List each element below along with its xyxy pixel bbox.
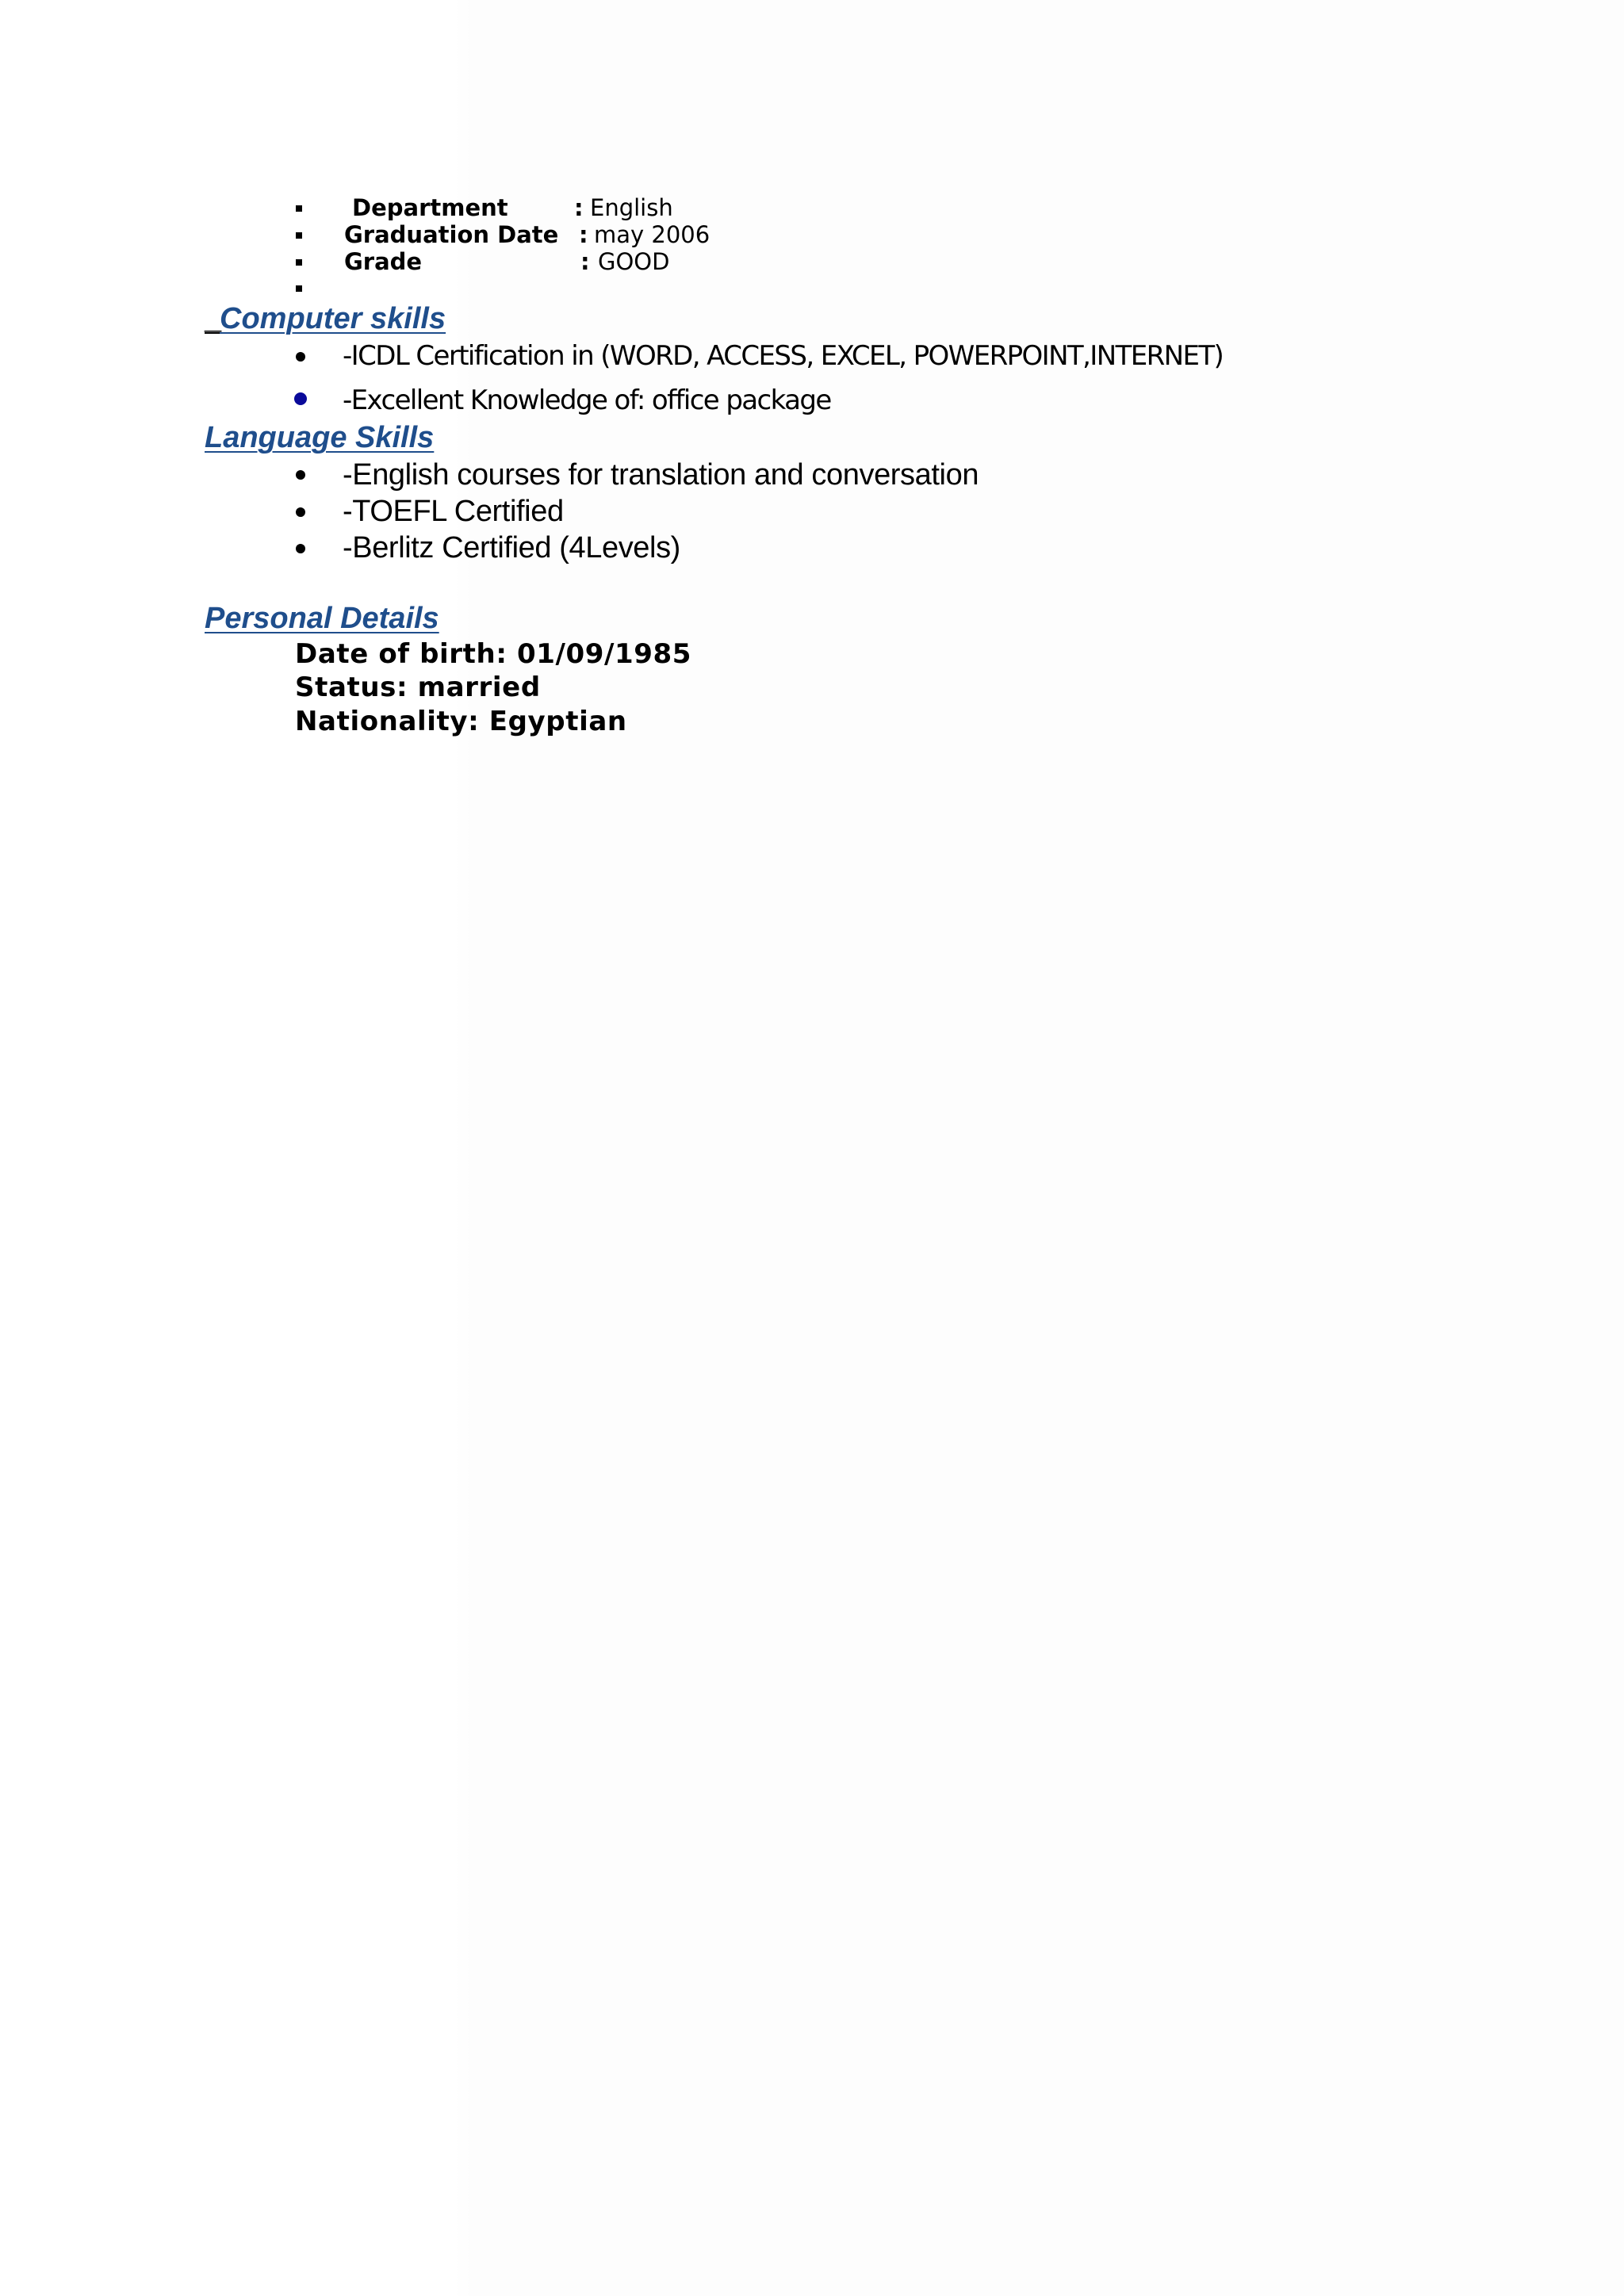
computer-skills-heading: Computer skills bbox=[220, 302, 446, 335]
bullet-icon bbox=[296, 507, 305, 517]
language-skill-item: -English courses for translation and conversation bbox=[343, 458, 979, 492]
education-colon: : bbox=[580, 248, 590, 275]
education-label: Grade bbox=[344, 248, 423, 275]
education-value: English bbox=[590, 194, 673, 221]
education-label: Graduation Date bbox=[344, 221, 559, 248]
bullet-icon bbox=[296, 470, 305, 480]
education-value: may 2006 bbox=[594, 221, 710, 248]
square-bullet-icon bbox=[296, 285, 302, 292]
computer-skill-item: -ICDL Certification in (WORD, ACCESS, EXCEL, POWERPOINT,INTERNET) bbox=[343, 340, 1224, 372]
bullet-icon bbox=[296, 544, 305, 553]
education-value: GOOD bbox=[598, 248, 670, 275]
education-colon: : bbox=[574, 194, 584, 221]
square-bullet-icon bbox=[296, 205, 302, 212]
language-skill-item: -Berlitz Certified (4Levels) bbox=[343, 531, 680, 564]
bullet-icon bbox=[294, 392, 307, 405]
date-of-birth: Date of birth: 01/09/1985 bbox=[295, 638, 692, 670]
language-skill-item: -TOEFL Certified bbox=[343, 495, 564, 528]
marital-status: Status: married bbox=[295, 672, 541, 703]
computer-skill-item: -Excellent Knowledge of: office package bbox=[343, 385, 831, 416]
bullet-icon bbox=[296, 352, 305, 362]
nationality: Nationality: Egyptian bbox=[295, 706, 627, 737]
education-label: Department bbox=[352, 194, 508, 221]
education-colon: : bbox=[579, 221, 588, 248]
heading-underscore: _ bbox=[205, 302, 222, 335]
language-skills-heading: Language Skills bbox=[205, 421, 435, 454]
square-bullet-icon bbox=[296, 259, 302, 266]
personal-details-heading: Personal Details bbox=[205, 602, 439, 635]
square-bullet-icon bbox=[296, 232, 302, 239]
